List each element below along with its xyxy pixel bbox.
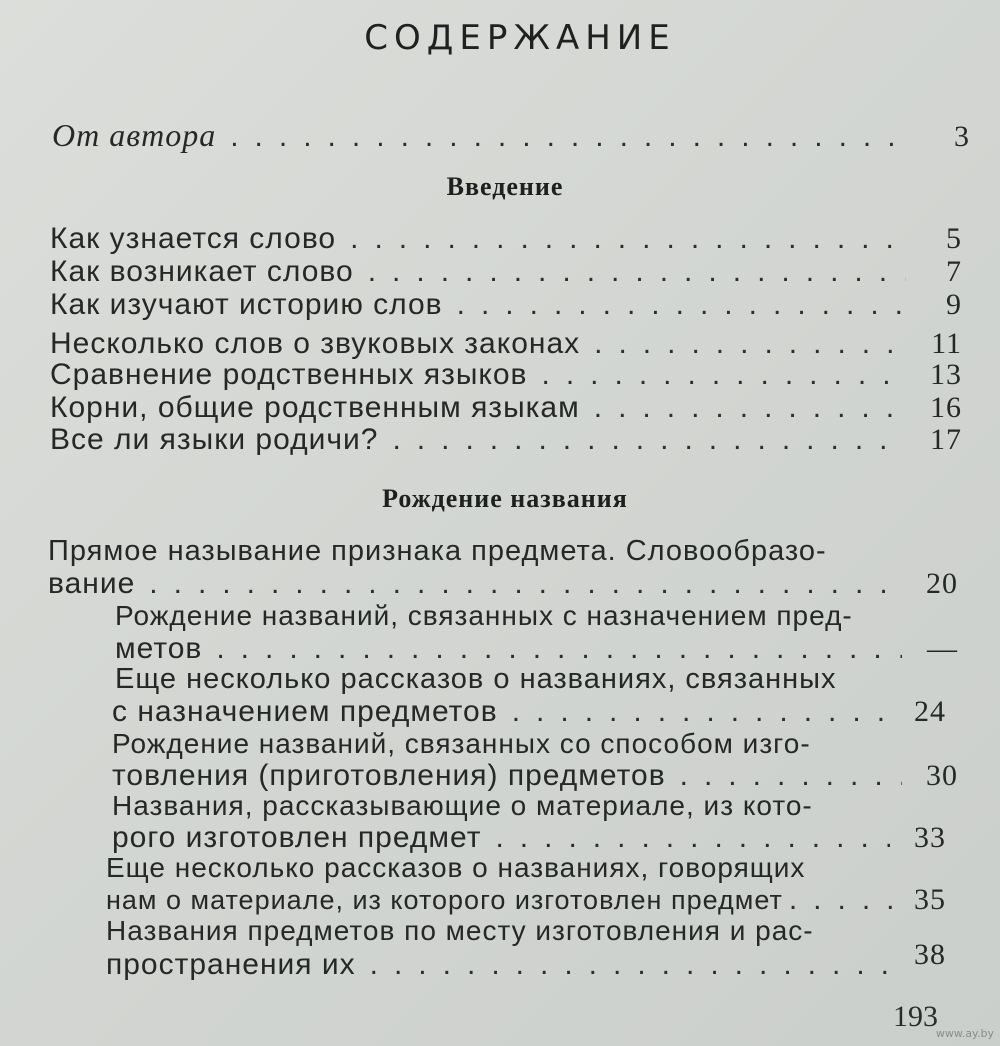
toc-entry-label: Сравнение родственных языков (50, 358, 528, 391)
toc-entry-intro (52, 92, 970, 154)
toc-entry-line-1: Названия предметов по месту изготовления и рас- (106, 915, 814, 946)
dot-leader (230, 120, 914, 154)
toc-entry-line-1: Прямое называние признака предмета. Словообразо- (48, 535, 827, 567)
toc-page-number: 33 (914, 821, 946, 854)
toc-entry-label: Все ли языки родичи? (50, 423, 379, 456)
toc-page-number: 7 (946, 255, 962, 288)
toc-entry (50, 358, 962, 392)
toc-entry-line-1: Рождение названий, связанных с назначением пред- (115, 600, 853, 631)
dot-leader (789, 883, 896, 917)
toc-entry (50, 222, 962, 256)
toc-page-number: 35 (914, 883, 946, 916)
dot-leader (149, 567, 902, 601)
toc-entry-label: От автора (52, 117, 217, 153)
dot-leader (368, 255, 906, 289)
toc-entry-line-1: Еще несколько рассказов о названиях, говорящих (106, 852, 806, 883)
watermark: www.ay.by (935, 1027, 994, 1040)
toc-entry-label: Как узнается слово (50, 222, 337, 255)
toc-entry (112, 821, 946, 855)
dot-leader (216, 632, 902, 666)
toc-page-number: 9 (946, 288, 962, 321)
toc-page-number: 38 (914, 938, 946, 971)
dot-leader (594, 391, 906, 425)
section-heading-introduction: Введение (446, 172, 564, 201)
dot-leader (594, 327, 906, 361)
dot-leader (392, 423, 906, 457)
dot-leader (370, 948, 890, 982)
toc-page-number: 5 (946, 222, 962, 255)
page-number: 193 (893, 1000, 938, 1033)
toc-page-number: 17 (930, 423, 962, 456)
toc-entry-label: пространения их (106, 948, 356, 981)
toc-entry (112, 759, 958, 793)
toc-entry (50, 423, 962, 457)
toc-entry-line-1: Названия, рассказывающие о материале, из кото- (112, 790, 813, 821)
toc-page-number: 3 (954, 120, 970, 153)
dot-leader (512, 695, 890, 729)
toc-entry (106, 883, 946, 917)
toc-entry-label: метов (115, 632, 203, 665)
toc-entry (50, 288, 962, 322)
page-title: СОДЕРЖАНИЕ (364, 18, 676, 58)
toc-page-number: 13 (930, 358, 962, 391)
toc-entry-label: Как изучают историю слов (50, 288, 443, 321)
toc-entry (112, 695, 946, 729)
toc-entry-label: вание (48, 567, 136, 600)
toc-entry-label: рого изготовлен предмет (112, 821, 482, 854)
toc-page-number: 20 (926, 567, 958, 600)
toc-entry (48, 567, 958, 601)
toc-entry-label: Как возникает слово (50, 255, 354, 288)
toc-entry-line-1: Еще несколько рассказов о названиях, связанных (115, 663, 837, 695)
toc-page-number: 24 (914, 695, 946, 728)
toc-page-number: — (927, 632, 958, 665)
toc-entry (50, 255, 962, 289)
toc-page-number: 16 (930, 391, 962, 424)
toc-entry (106, 938, 946, 982)
toc-entry (115, 632, 958, 666)
toc-entry (50, 327, 962, 361)
toc-entry-label: с назначением предметов (112, 695, 498, 728)
toc-page-number: 11 (931, 327, 962, 360)
toc-entry-label: Несколько слов о звуковых законах (50, 327, 581, 360)
dot-leader (350, 222, 906, 256)
dot-leader (542, 358, 907, 392)
toc-entry-label: товления (приготовления) предметов (112, 759, 666, 792)
dot-leader (495, 821, 890, 855)
toc-page-number: 30 (926, 759, 958, 792)
section-heading-birth-of-name: Рождение названия (382, 484, 628, 513)
dot-leader (680, 759, 902, 793)
dot-leader (457, 288, 906, 322)
toc-entry-label: Корни, общие родственным языкам (50, 391, 580, 424)
toc-entry (50, 391, 962, 425)
toc-entry-label: нам о материале, из которого изготовлен предмет (106, 885, 783, 915)
toc-entry-line-1: Рождение названий, связанных со способом изго- (112, 728, 811, 759)
